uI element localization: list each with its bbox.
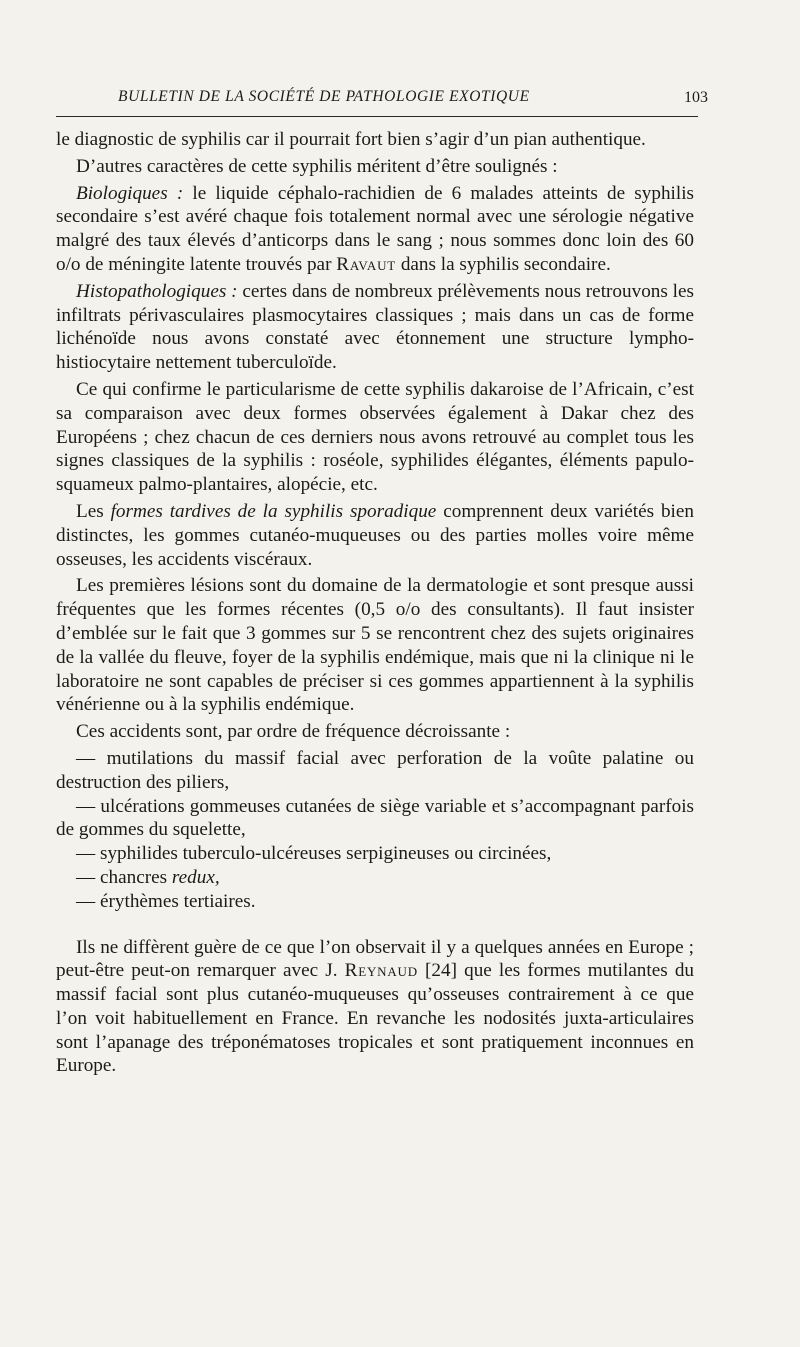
list-item: [56, 747, 694, 795]
paragraph-1: [56, 128, 694, 152]
header-rule: [56, 116, 698, 117]
list-item-1-text: — mutilations du massif facial avec perforation de la voûte palatine ou destruction des piliers,: [56, 747, 694, 793]
list-item-5-text: — érythèmes tertiaires.: [76, 890, 256, 912]
author-reynaud: Reynaud: [344, 960, 418, 982]
list-item: [56, 795, 694, 843]
list-item: [56, 842, 694, 866]
list-item-2-text: — ulcérations gommeuses cutanées de siège variable et s’accompagnant parfois de gommes du squelette,: [56, 795, 694, 841]
paragraph-9-text-a: Ils ne diffèrent guère de ce que l’on observait il y a quelques années en Europe ; peut-être peut-on remarquer avec J.: [56, 936, 694, 982]
biologiques-text-a: le liquide céphalo-rachidien de 6 malades atteints de syphilis secondaire s’est avéré chaque fois totalement normal avec une sérologie négative malgré des taux élevés d’anticorps dans le sang ; nous sommes donc loin des 60 o/o de méningite latente trouvés par: [56, 182, 694, 275]
biologiques-text-b: dans la syphilis secondaire.: [396, 253, 611, 275]
paragraph-2-text: D’autres caractères de cette syphilis méritent d’être soulignés :: [76, 155, 558, 177]
paragraph-8: [56, 720, 694, 744]
paragraph-7: [56, 574, 694, 717]
paragraph-2: [56, 155, 694, 179]
paragraph-9-text-b: [24] que les formes mutilantes du massif facial sont plus cutanéo-muqueuses qu’osseuses contrairement à ce que l’on voit habituellement en France. En revanche les nodosités juxta-articulaires sont l’apanage des tréponématoses tropicales et sont pratiquement inconnues en Europe.: [56, 960, 695, 1077]
list-item: [56, 890, 694, 914]
paragraph-histopathologiques: [56, 280, 694, 375]
paragraph-1-text: le diagnostic de syphilis car il pourrait fort bien s’agir d’un pian authentique.: [56, 129, 646, 150]
paragraph-6-text-a: Les: [76, 500, 111, 522]
paragraph-6-emphasis: formes tardives de la syphilis sporadique: [110, 500, 437, 522]
paragraph-6: [56, 500, 694, 571]
list-item-4-emphasis: redux,: [171, 866, 220, 888]
paragraph-6-text-b: comprennent deux variétés bien distinctes, les gommes cutanéo-muqueuses ou des parties molles voire même osseuses, les accidents viscéraux.: [56, 500, 694, 570]
body-text: [56, 128, 694, 1078]
author-ravaut: Ravaut: [336, 253, 397, 275]
list-item-4-text: — chancres: [76, 866, 172, 888]
paragraph-9: [56, 936, 694, 1079]
running-header: [56, 88, 708, 122]
list-item: [56, 866, 694, 890]
paragraph-7-text: Les premières lésions sont du domaine de la dermatologie et sont presque aussi fréquentes que les formes récentes (0,5 o/o des consultants). Il faut insister d’emblée sur le fait que 3 gommes sur 5 se rencontrent chez des sujets originaires de la vallée du fleuve, foyer de la syphilis endémique, mais que ni la clinique ni le laboratoire ne sont capables de préciser si ces gommes appartiennent à la syphilis vénérienne ou à la syphilis endémique.: [56, 575, 694, 716]
paragraph-8-text: Ces accidents sont, par ordre de fréquence décroissante :: [76, 721, 511, 743]
histopathologiques-text: certes dans de nombreux prélèvements nous retrouvons les infiltrats périvasculaires plasmocytaires classiques ; mais dans un cas de forme lichénoïde nous avons constaté avec étonnement une structure lympho-histiocytaire nettement tuberculoïde.: [56, 280, 695, 374]
paragraph-5-text: Ce qui confirme le particularisme de cette syphilis dakaroise de l’Africain, c’est sa comparaison avec deux formes observées également à Dakar chez des Européens ; chez chacun de ces derniers nous avons retrouvé au complet tous les signes classiques de la syphilis : roséole, syphilides élégantes, éléments papulo-squameux palmo-plantaires, alopécie, etc.: [56, 378, 694, 496]
paragraph-5: [56, 378, 694, 497]
journal-title: BULLETIN DE LA SOCIÉTÉ DE PATHOLOGIE EXOTIQUE: [118, 88, 530, 105]
histopathologiques-label: Histopathologiques :: [76, 280, 238, 302]
page-number: 103: [684, 89, 708, 106]
paragraph-biologiques: [56, 182, 694, 277]
list-item-3-text: — syphilides tuberculo-ulcéreuses serpigineuses ou circinées,: [76, 843, 552, 865]
biologiques-label: Biologiques :: [76, 182, 184, 204]
